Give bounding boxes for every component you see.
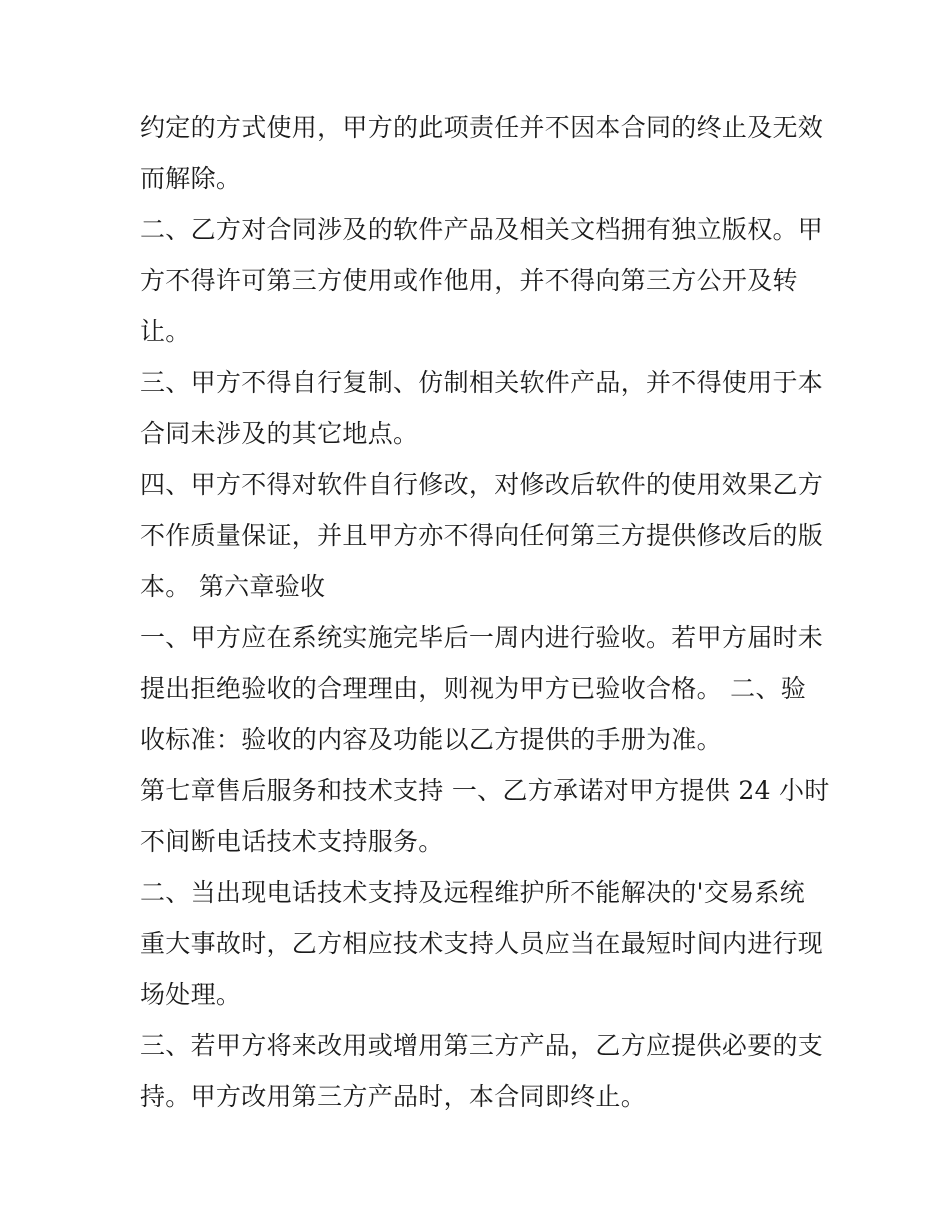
text-line: 而解除。 (140, 164, 242, 193)
text-line: 让。 (140, 317, 191, 346)
text-line: 第七章售后服务和技术支持 一、乙方承诺对甲方提供 24 小时 (140, 776, 830, 805)
text-line: 三、甲方不得自行复制、仿制相关软件产品，并不得使用于本 (140, 368, 824, 397)
text-line: 重大事故时，乙方相应技术支持人员应当在最短时间内进行现 (140, 929, 824, 958)
text-line: 不间断电话技术支持服务。 (140, 827, 444, 856)
text-line: 不作质量保证，并且甲方亦不得向任何第三方提供修改后的版 (140, 521, 824, 550)
text-line: 提出拒绝验收的合理理由，则视为甲方已验收合格。 二、验 (140, 674, 807, 703)
text-line: 四、甲方不得对软件自行修改，对修改后软件的使用效果乙方 (140, 470, 824, 499)
text-line: 本。 第六章验收 (140, 572, 326, 601)
text-line: 合同未涉及的其它地点。 (140, 419, 419, 448)
text-line: 三、若甲方将来改用或增用第三方产品，乙方应提供必要的支 (140, 1031, 824, 1060)
text-line: 方不得许可第三方使用或作他用，并不得向第三方公开及转 (140, 266, 798, 295)
text-line: 持。甲方改用第三方产品时，本合同即终止。 (140, 1082, 647, 1111)
text-line: 收标准：验收的内容及功能以乙方提供的手册为准。 (140, 725, 722, 754)
text-line: 二、当出现电话技术支持及远程维护所不能解决的'交易系统 (140, 878, 805, 907)
text-line: 约定的方式使用，甲方的此项责任并不因本合同的终止及无效 (140, 113, 824, 142)
text-line: 二、乙方对合同涉及的软件产品及相关文档拥有独立版权。甲 (140, 215, 824, 244)
text-line: 一、甲方应在系统实施完毕后一周内进行验收。若甲方届时未 (140, 623, 824, 652)
text-line: 场处理。 (140, 980, 242, 1009)
document-body (140, 102, 830, 1122)
